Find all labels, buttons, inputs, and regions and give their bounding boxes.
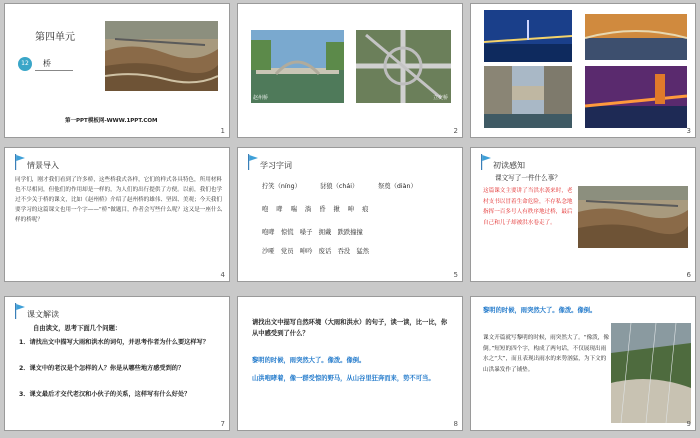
flag-icon [13, 302, 27, 320]
slide-number: 8 [453, 420, 458, 428]
slide-number: 2 [453, 127, 458, 135]
slide-thumbnail-3[interactable] [470, 3, 696, 138]
question-1: 1．请找出文中描写大雨和洪水的词句，并思考作者为什么要这样写？ [19, 339, 209, 346]
slide-number: 7 [220, 420, 225, 428]
section-heading: 情景导入 [27, 161, 59, 170]
quote-flood: 山洪咆哮着，像一群受惊的野马，从山谷里狂奔而来，势不可当。 [252, 375, 435, 382]
slide-thumbnail-4[interactable] [4, 147, 230, 282]
summary-text: 这篇课文主要讲了当洪水袭来时，老村支书以冒着生命危险，不存私念地指挥一百多号人有秩序地过桥，最后自己和儿子却被洪水卷走了。 [483, 188, 573, 226]
question-3: 3．课文最后才交代老汉和小伙子的关系，这样写有什么好处？ [19, 391, 191, 398]
lit-bridge-image [585, 66, 687, 128]
slide-number: 3 [686, 127, 691, 135]
slide-thumbnail-7[interactable] [4, 296, 230, 431]
slide-number: 6 [686, 271, 691, 279]
city-bridge-photo [585, 14, 687, 60]
lesson-title: 桥 [43, 59, 51, 68]
footer-site: 第一PPT模板网-WWW.1PPT.COM [65, 118, 158, 124]
character-row: 咆 哮 喘 淌 昏 揪 呻 痕 [262, 206, 372, 213]
slide-number: 5 [453, 271, 458, 279]
venice-bridge-photo [484, 66, 572, 128]
word-row-1: 咆哮 惊慌 嗓子 拥戴 跌跌撞撞 [262, 229, 363, 236]
question-text: 课文写了一件什么事？ [495, 174, 561, 182]
venice-bridge-image [484, 66, 572, 128]
night-bridge-image [484, 10, 572, 62]
slide-number: 9 [686, 420, 691, 428]
flood-image [578, 186, 688, 248]
city-bridge-image [585, 14, 687, 60]
flag-icon [246, 153, 260, 171]
slide-number: 1 [220, 127, 225, 135]
photo-caption-right: 立交桥 [432, 95, 448, 101]
question-2: 2．课文中的老汉是个怎样的人？你是从哪些地方感受到的？ [19, 365, 185, 372]
pinyin-word-2: 豺狼（chái） [320, 183, 359, 190]
slide-thumbnail-6[interactable] [470, 147, 696, 282]
slide-number: 4 [220, 271, 225, 279]
interchange-photo [356, 30, 451, 103]
section-heading: 学习字词 [260, 161, 292, 170]
unit-title: 第四单元 [35, 32, 75, 43]
arch-bridge-photo [251, 30, 344, 103]
flag-icon [479, 153, 493, 171]
rain-image [611, 323, 691, 423]
flag-icon [13, 153, 27, 171]
section-heading: 初读感知 [493, 161, 525, 170]
quote-rain: 黎明的时候，雨突然大了。像泼。像倒。 [252, 357, 366, 364]
pinyin-word-3: 祭奠（diàn） [378, 183, 417, 190]
photo-caption-left: 赵州桥 [253, 95, 269, 101]
word-row-2: 沙哑 党员 呻吟 废话 吞没 猛然 [262, 248, 370, 255]
interchange-image [356, 30, 451, 103]
flood-photo [578, 186, 688, 248]
slide-thumbnail-5[interactable] [237, 147, 463, 282]
arch-bridge-image [251, 30, 344, 103]
section-heading: 课文解读 [27, 310, 59, 319]
title-underline [35, 70, 73, 71]
quote-rain: 黎明的时候，雨突然大了。像泼。像倒。 [483, 307, 597, 314]
flood-image [105, 21, 218, 91]
lit-bridge-photo [585, 66, 687, 128]
slide-thumbnail-9[interactable] [470, 296, 696, 431]
pinyin-word-1: 拧笑（níng） [262, 183, 301, 190]
lesson-number-badge: 12 [18, 57, 32, 71]
instruction-text: 请找出文中描写自然环境（大雨和洪水）的句子，读一读，比一比，你从中感受到了什么？ [252, 319, 448, 337]
night-bridge-photo [484, 10, 572, 62]
slide-thumbnail-1[interactable] [4, 3, 230, 138]
analysis-paragraph: 课文开篇就写黎明的时候，雨突然大了。“像泼，像倒。”短短的四个字，构成了两句话，不仅展现出雨水之“大”，而且表现出雨水的来势汹猛，为下文的山洪暴发作了铺垫。 [483, 335, 609, 373]
slide-thumbnail-2[interactable] [237, 3, 463, 138]
flood-photo [105, 21, 218, 91]
intro-paragraph: 同学们，刚才我们看到了许多桥，这些桥我式各样，它们的样式各具特色，所用材料也不尽相同，但他们的作用却是一样的，为人们的出行提供了方便。以前，我们也学过不少关于桥的课文，比如《赵州桥》介绍了赵州桥的雄伟、坚固、美观；今天我们要学习的这篇课文也用一个字——“桥”做题目，作者会写些什么呢？这又是一座什么样的桥呢？ [15, 177, 223, 223]
instruction-text: 自由读文，思考下面几个问题： [33, 325, 122, 332]
rain-photo [611, 323, 691, 423]
slide-thumbnail-8[interactable] [237, 296, 463, 431]
